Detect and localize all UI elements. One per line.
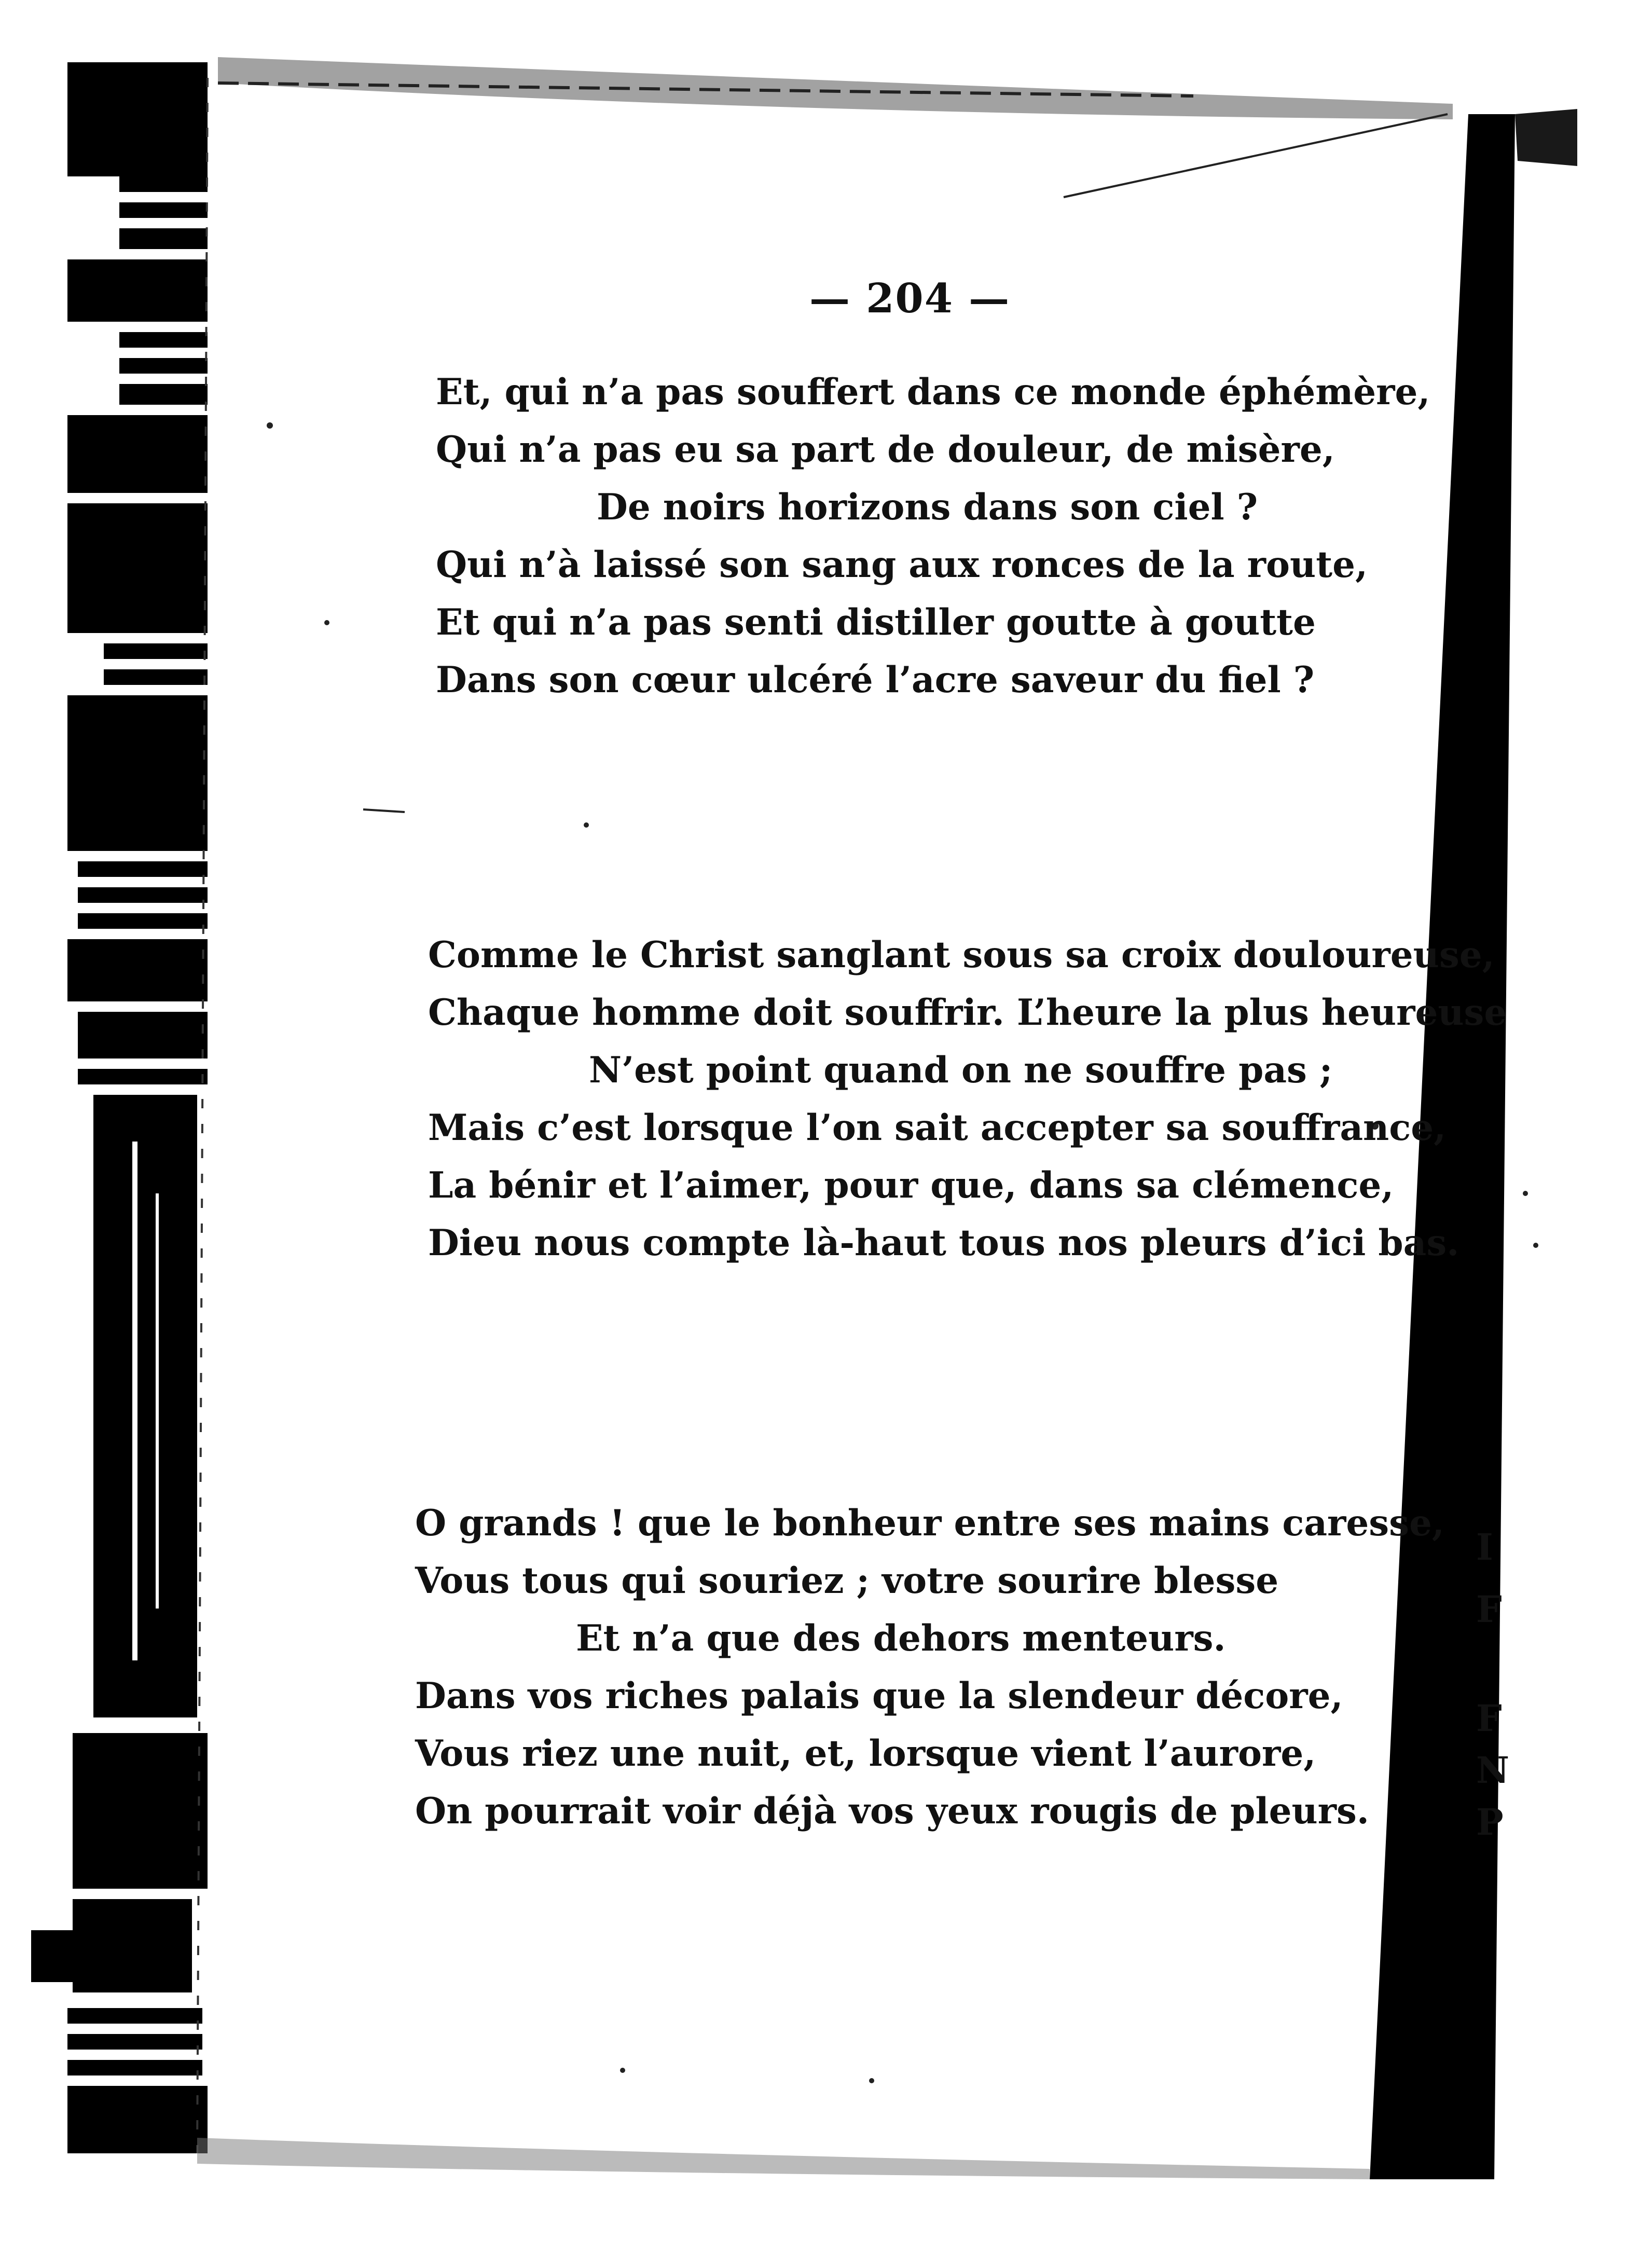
margin-letter: I: [1476, 1525, 1493, 1569]
margin-letter: N: [1476, 1749, 1509, 1792]
margin-letter: F: [1476, 1588, 1502, 1631]
verse-line: Comme le Christ sanglant sous sa croix douloureuse,: [428, 934, 1495, 976]
page-number: — 204 —: [809, 275, 1011, 322]
verse-line: Qui n’à laissé son sang aux ronces de la route,: [436, 544, 1368, 586]
verse-line: Dieu nous compte là-haut tous nos pleurs d’ici bas.: [428, 1222, 1459, 1264]
margin-letter: F: [1476, 1697, 1502, 1740]
verse-line: Mais c’est lorsque l’on sait accepter sa souffrance,: [428, 1107, 1447, 1149]
verse-line: Vous tous qui souriez ; votre sourire blesse: [415, 1560, 1279, 1602]
stanza: [415, 1494, 1444, 1840]
margin-letter: P: [1476, 1800, 1504, 1844]
verse-line: Qui n’a pas eu sa part de douleur, de misère,: [436, 429, 1335, 471]
left-binding-edge: [31, 62, 208, 2153]
verse-line: Et n’a que des dehors menteurs.: [576, 1617, 1226, 1659]
verse-line: N’est point quand on ne souffre pas ;: [589, 1049, 1333, 1091]
verse-line: La bénir et l’aimer, pour que, dans sa clémence,: [428, 1164, 1394, 1206]
verse-line: O grands ! que le bonheur entre ses mains caresse,: [415, 1502, 1444, 1544]
verse-line: Chaque homme doit souffrir. L’heure la plus heureuse: [428, 992, 1507, 1034]
verse-line: Vous riez une nuit, et, lorsque vient l’aurore,: [415, 1733, 1316, 1775]
stanza: [428, 926, 1507, 1272]
verse-line: On pourrait voir déjà vos yeux rougis de pleurs.: [415, 1790, 1369, 1832]
verse-line: De noirs horizons dans son ciel ?: [597, 486, 1258, 528]
stanza: [436, 363, 1430, 709]
verse-line: Et qui n’a pas senti distiller goutte à goutte: [436, 601, 1316, 643]
verse-line: Dans vos riches palais que la slendeur décore,: [415, 1675, 1343, 1717]
verse-line: Et, qui n’a pas souffert dans ce monde éphémère,: [436, 371, 1430, 413]
verse-line: Dans son cœur ulcéré l’acre saveur du fiel ?: [436, 659, 1315, 701]
